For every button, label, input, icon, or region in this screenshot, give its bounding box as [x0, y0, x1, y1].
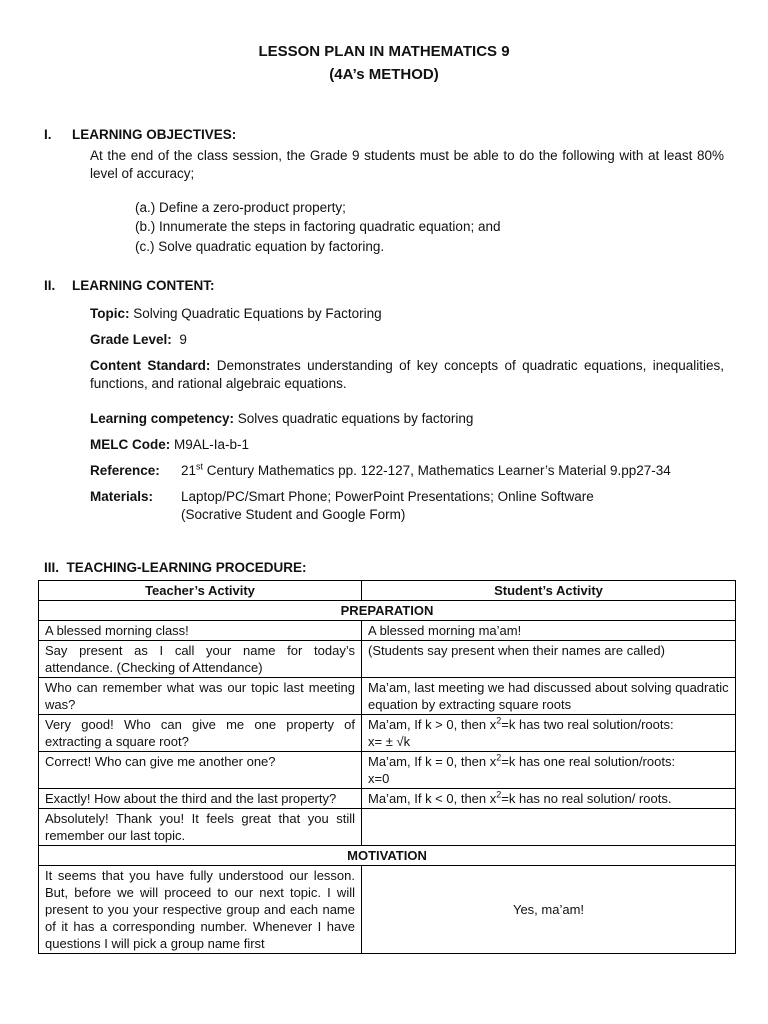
reference-value — [181, 462, 671, 480]
grade-value: 9 — [179, 332, 187, 347]
student-cell: A blessed morning ma’am! — [362, 621, 736, 641]
column-header-teacher: Teacher’s Activity — [39, 581, 362, 601]
objective-item: (a.) Define a zero-product property; — [135, 200, 346, 215]
section-title: LEARNING OBJECTIVES: — [72, 127, 237, 142]
student-cell — [362, 789, 736, 809]
phase-motivation: MOTIVATION — [39, 846, 736, 866]
teacher-cell: Exactly! How about the third and the last property? — [39, 789, 362, 809]
competency-value: Solves quadratic equations by factoring — [237, 411, 474, 426]
reference-ordinal: 21 — [181, 463, 197, 478]
teacher-cell: A blessed morning class! — [39, 621, 362, 641]
student-text: Ma’am, If k = 0, then x — [368, 754, 497, 769]
student-text: =k has one real solution/roots: — [501, 754, 676, 769]
student-text: Ma’am, If k < 0, then x — [368, 791, 497, 806]
section-title: LEARNING CONTENT: — [72, 278, 215, 293]
reference-label: Reference: — [90, 463, 160, 478]
competency-label: Learning competency: — [90, 411, 235, 426]
student-text: =k has two real solution/roots: — [501, 717, 674, 732]
melc-line — [90, 436, 249, 454]
column-header-student: Student’s Activity — [362, 581, 736, 601]
student-text: Ma’am, If k > 0, then x — [368, 717, 497, 732]
materials-line: Laptop/PC/Smart Phone; PowerPoint Presentations; Online Software — [181, 489, 594, 504]
competency-line — [90, 410, 473, 428]
table-row — [39, 678, 736, 715]
table-row — [39, 641, 736, 678]
phase-row — [39, 846, 736, 866]
melc-value: M9AL-Ia-b-1 — [174, 437, 250, 452]
student-text: =k has no real solution/ roots. — [501, 791, 672, 806]
grade-line — [90, 331, 187, 349]
teacher-cell: Correct! Who can give me another one? — [39, 752, 362, 789]
student-cell: Ma’am, last meeting we had discussed about solving quadratic equation by extracting square roots — [362, 678, 736, 715]
student-text: x= ± √k — [368, 734, 411, 749]
phase-row — [39, 601, 736, 621]
document-title: LESSON PLAN IN MATHEMATICS 9 — [258, 43, 510, 60]
document-subtitle: (4A’s METHOD) — [329, 66, 439, 83]
section-objectives-heading — [44, 127, 236, 142]
teacher-cell: It seems that you have fully understood our lesson. But, before we will proceed to our next topic. I will present to you your respective group and each name of it has a corresponding number. Whenever I have questions I will pick a group name first — [39, 866, 362, 954]
objective-item: (c.) Solve quadratic equation by factoring. — [135, 239, 385, 254]
student-cell — [362, 715, 736, 752]
melc-label: MELC Code: — [90, 437, 171, 452]
section-numeral: II. — [44, 278, 56, 293]
student-cell: (Students say present when their names are called) — [362, 641, 736, 678]
table-row — [39, 866, 736, 954]
table-row — [39, 752, 736, 789]
student-cell — [362, 752, 736, 789]
standard-value: Demonstrates understanding of key concepts of quadratic equations, inequalities, functions, and rational algebraic equations. — [90, 358, 724, 391]
table-row — [39, 789, 736, 809]
teacher-cell: Very good! Who can give me one property of extracting a square root? — [39, 715, 362, 752]
student-text: x=0 — [368, 771, 390, 786]
materials-label: Materials: — [90, 489, 154, 504]
standard-label: Content Standard: — [90, 358, 211, 373]
phase-preparation: PREPARATION — [39, 601, 736, 621]
student-cell — [362, 809, 736, 846]
content-standard — [90, 357, 724, 393]
reference-text: Century Mathematics pp. 122-127, Mathematics Learner’s Material 9.pp27-34 — [203, 463, 671, 478]
procedure-table — [38, 580, 736, 954]
grade-label: Grade Level: — [90, 332, 172, 347]
table-row — [39, 621, 736, 641]
materials-line: (Socrative Student and Google Form) — [181, 507, 406, 522]
section-content-heading — [44, 278, 215, 293]
student-cell: Yes, ma’am! — [362, 866, 736, 954]
topic-value: Solving Quadratic Equations by Factoring — [133, 306, 382, 321]
section-title: TEACHING-LEARNING PROCEDURE: — [66, 560, 307, 575]
table-row — [39, 715, 736, 752]
section-numeral: I. — [44, 127, 52, 142]
exponent: 2 — [496, 752, 502, 763]
exponent: 2 — [496, 715, 502, 726]
teacher-cell: Who can remember what was our topic last meeting was? — [39, 678, 362, 715]
objectives-intro: At the end of the class session, the Grade 9 students must be able to do the following with at least 80% level of accuracy; — [90, 148, 724, 181]
topic-label: Topic: — [90, 306, 130, 321]
teacher-cell: Say present as I call your name for today’s attendance. (Checking of Attendance) — [39, 641, 362, 678]
teacher-cell: Absolutely! Thank you! It feels great that you still remember our last topic. — [39, 809, 362, 846]
topic-line — [90, 305, 382, 323]
objective-item: (b.) Innumerate the steps in factoring quadratic equation; and — [135, 219, 501, 234]
section-numeral: III. — [44, 560, 60, 575]
section-procedure-heading — [44, 560, 307, 575]
table-row — [39, 809, 736, 846]
table-header-row — [39, 581, 736, 601]
reference-ordinal-suffix: st — [196, 461, 204, 472]
exponent: 2 — [496, 789, 502, 800]
